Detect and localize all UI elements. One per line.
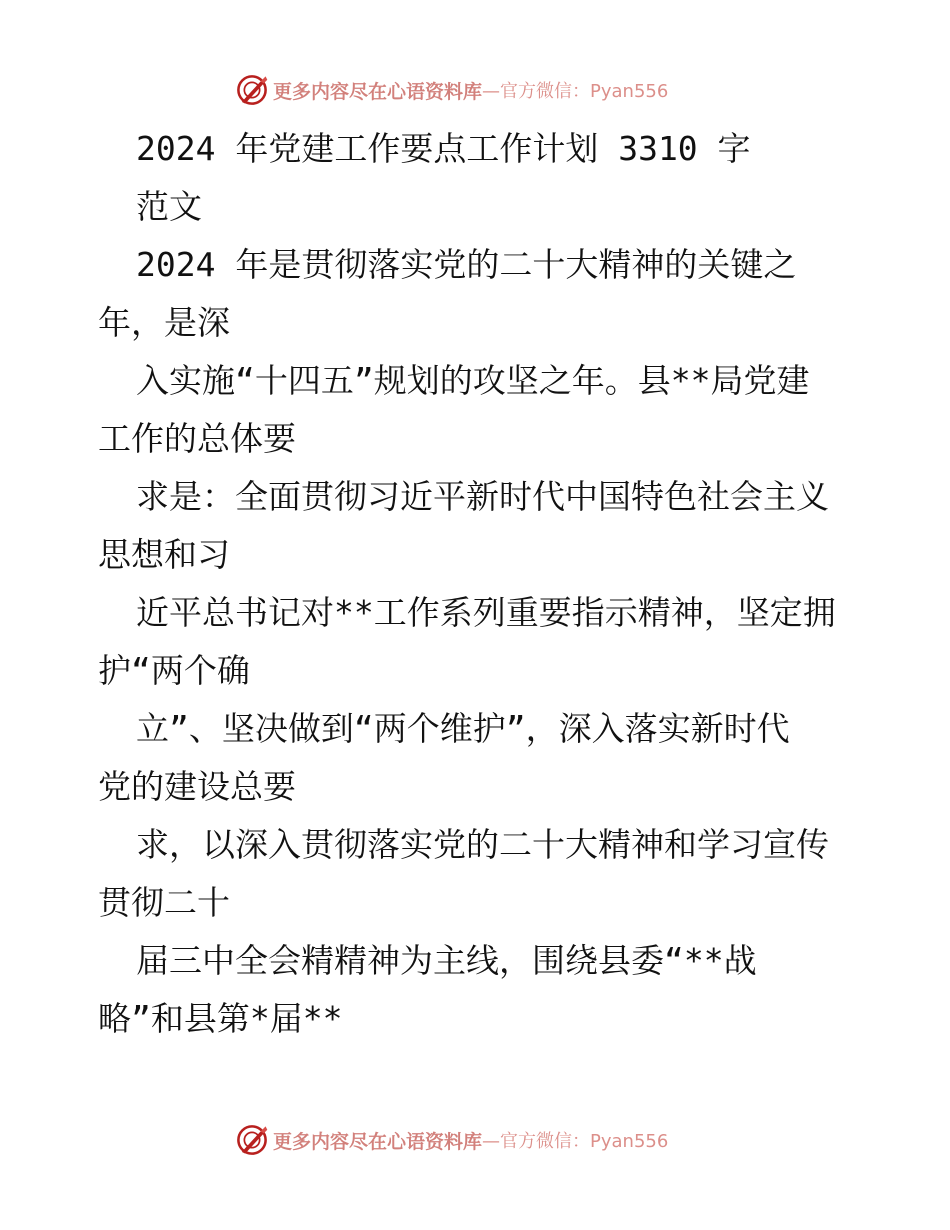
header-banner xyxy=(235,70,715,110)
banner-main-text: 更多内容尽在心语资料库 xyxy=(273,80,483,103)
paragraph-line: 求是：全面贯彻习近平新时代中国特色社会主义 xyxy=(136,477,829,516)
paragraph-line: 年，是深 xyxy=(98,303,230,342)
paragraph-line: 工作的总体要 xyxy=(98,419,296,458)
pen-logo-icon xyxy=(235,73,269,107)
paragraph-line: 党的建设总要 xyxy=(98,767,296,806)
paragraph-line: 护“两个确 xyxy=(98,651,250,690)
paragraph-line: 届三中全会精精神为主线，围绕县委“**战 xyxy=(136,941,757,980)
footer-banner xyxy=(235,1120,715,1160)
pen-logo-icon xyxy=(235,1123,269,1157)
document-title-line: 范文 xyxy=(136,187,202,226)
paragraph-line: 2024 年是贯彻落实党的二十大精神的关键之 xyxy=(136,245,797,284)
paragraph-line: 入实施“十四五”规划的攻坚之年。县**局党建 xyxy=(136,361,810,400)
document-title-line: 2024 年党建工作要点工作计划 3310 字 xyxy=(136,129,751,168)
paragraph-line: 立”、坚决做到“两个维护”，深入落实新时代 xyxy=(136,709,790,748)
paragraph-line: 贯彻二十 xyxy=(98,883,230,922)
paragraph-line: 近平总书记对**工作系列重要指示精神，坚定拥 xyxy=(136,593,836,632)
paragraph-line: 略”和县第*届** xyxy=(98,999,343,1038)
banner-main-text: 更多内容尽在心语资料库 xyxy=(273,1130,483,1153)
paragraph-line: 思想和习 xyxy=(98,535,230,574)
paragraph-line: 求，以深入贯彻落实党的二十大精神和学习宣传 xyxy=(136,825,829,864)
banner-official-text: —官方微信：Pyan556 xyxy=(482,81,669,102)
banner-official-text: —官方微信：Pyan556 xyxy=(482,1131,669,1152)
